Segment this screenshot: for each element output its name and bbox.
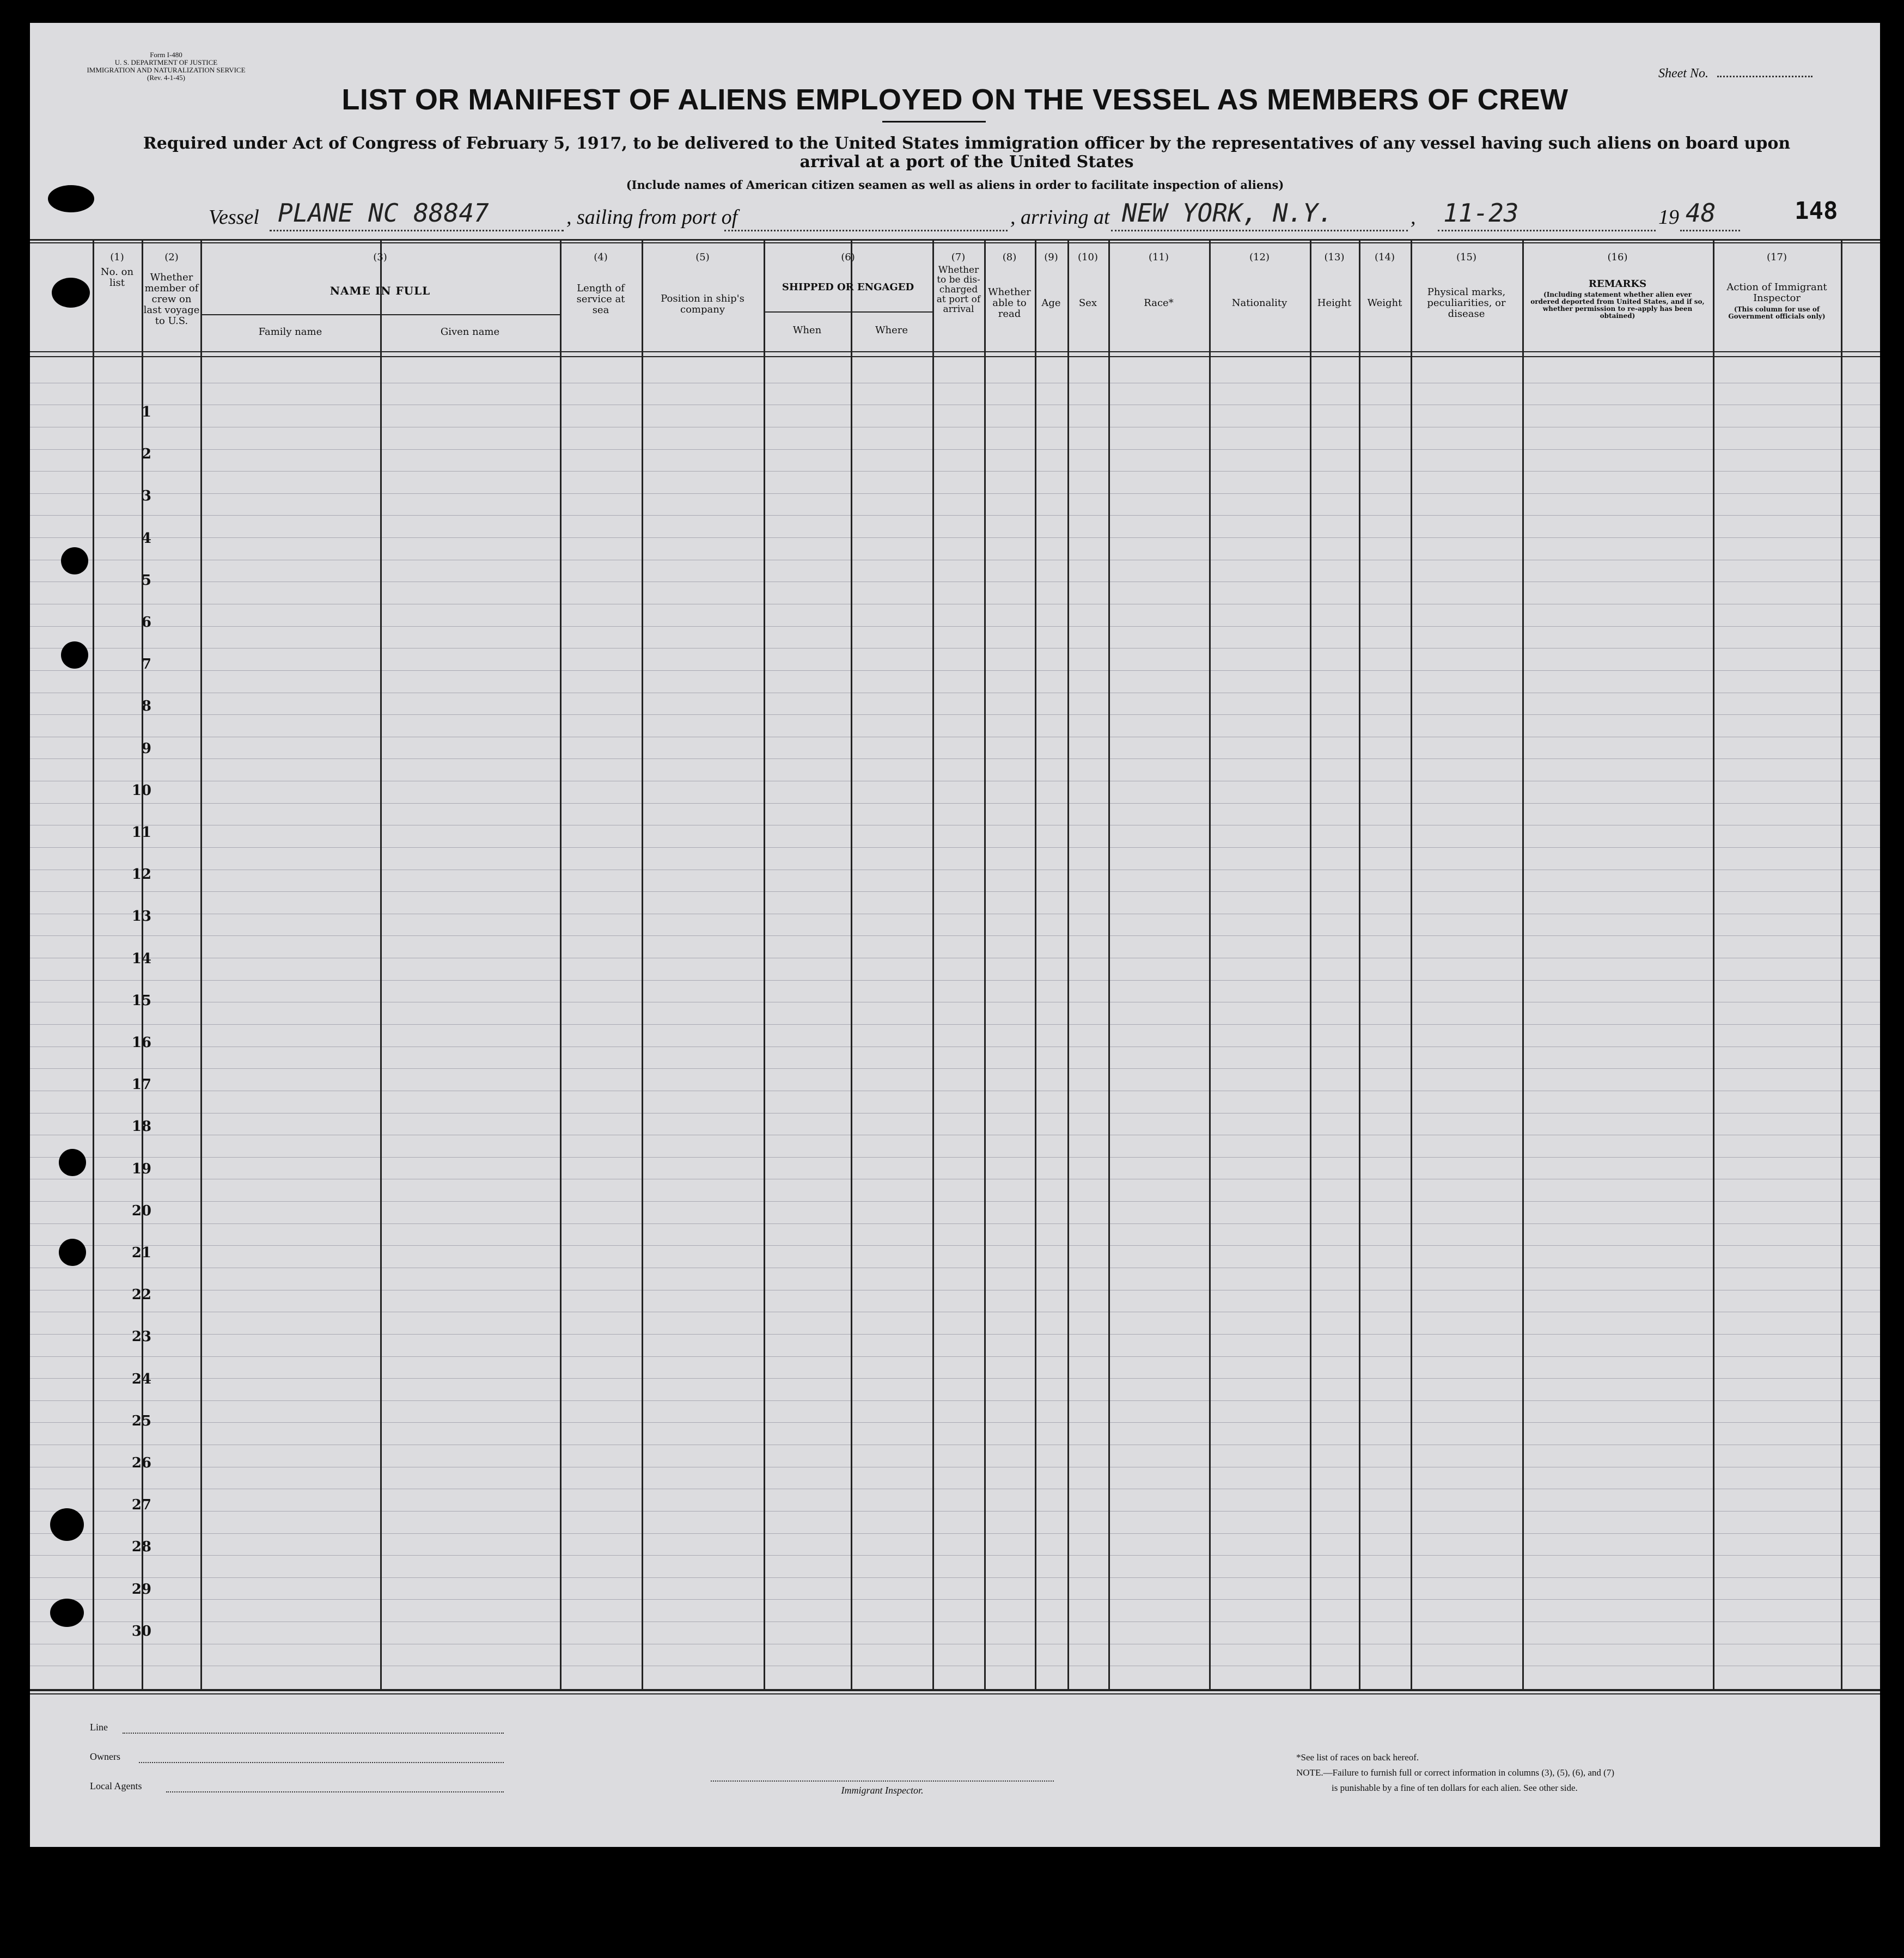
- row-number: 23: [131, 1329, 151, 1345]
- col-1-header: No. on list: [100, 266, 134, 289]
- column-divider: [1209, 241, 1211, 1690]
- ruled-line: [30, 891, 1880, 892]
- binding-hole: [61, 641, 88, 669]
- col-2-header: Whether member of crew on last voyage to U.S.: [143, 272, 200, 327]
- row-number: 9: [141, 741, 151, 757]
- col-10-number: (10): [1078, 252, 1098, 263]
- year-blank[interactable]: [1680, 230, 1740, 231]
- ruled-line: [30, 537, 1880, 538]
- column-divider: [93, 241, 94, 1690]
- row-number: 5: [141, 572, 151, 589]
- sheet-number-field: [1658, 66, 1813, 81]
- row-number: 26: [131, 1455, 151, 1471]
- year-handwritten: 48: [1686, 198, 1716, 228]
- row-number: 21: [131, 1245, 151, 1261]
- binding-hole: [59, 1239, 86, 1266]
- line-blank[interactable]: [123, 1733, 504, 1734]
- year-prefix: 19: [1658, 206, 1679, 229]
- col-9-number: (9): [1044, 252, 1058, 263]
- date-blank[interactable]: [1438, 230, 1656, 231]
- ruled-line: [30, 626, 1880, 627]
- column-divider: [1108, 241, 1110, 1690]
- required-statement: Required under Act of Congress of February 5, 1917, to be delivered to the United States immigration officer by the representatives of any vessel having such aliens on board upon arrival at a port of the United States: [143, 134, 1791, 172]
- vessel-name-handwritten: PLANE NC 88847: [278, 198, 489, 228]
- col-3-number: (3): [373, 252, 387, 263]
- binding-hole: [59, 1149, 86, 1176]
- penalty-note-continued: is punishable by a fine of ten dollars for each alien. See other side.: [1332, 1783, 1578, 1793]
- table-top-rule: [30, 239, 1880, 241]
- ruled-line: [30, 493, 1880, 494]
- col-7-number: (7): [951, 252, 966, 263]
- column-divider: [1035, 241, 1036, 1690]
- col-7-header: Whether to be dis-charged at port of arrival: [936, 265, 981, 315]
- arriving-at-blank[interactable]: [1111, 230, 1408, 231]
- column-divider: [932, 241, 934, 1690]
- col-16-number: (16): [1607, 252, 1628, 263]
- col-8-number: (8): [1002, 252, 1017, 263]
- col-10-header: Sex: [1078, 297, 1097, 309]
- ruled-line: [30, 1555, 1880, 1556]
- ruled-line: [30, 714, 1880, 715]
- date-handwritten: 11-23: [1443, 198, 1519, 228]
- binding-hole: [50, 1508, 84, 1541]
- sheet-number-blank[interactable]: [1717, 76, 1813, 77]
- column-divider: [764, 241, 765, 1690]
- column-divider: [380, 241, 382, 1690]
- col-14-header: Weight: [1367, 297, 1402, 309]
- department-name: U. S. DEPARTMENT OF JUSTICE: [114, 58, 218, 66]
- row-number: 11: [131, 824, 151, 841]
- header-bottom-rule: [30, 351, 1880, 352]
- ruled-line: [30, 1577, 1880, 1578]
- ruled-line: [30, 758, 1880, 759]
- row-number: 15: [131, 993, 151, 1009]
- row-number: 17: [131, 1076, 151, 1093]
- ruled-line: [30, 515, 1880, 516]
- sailing-from-blank[interactable]: [724, 230, 1008, 231]
- col-6-where: Where: [875, 325, 908, 336]
- sheet-stamp-number: 148: [1795, 197, 1838, 225]
- include-instruction: (Include names of American citizen seamen as well as aliens in order to facilitate inspection of aliens): [626, 178, 1284, 192]
- ruled-line: [30, 1334, 1880, 1335]
- column-divider: [1411, 241, 1412, 1690]
- column-divider: [1522, 241, 1524, 1690]
- col-16-note: (Including statement whether alien ever ordered deported from United States, and if so, whether permission to re-apply has been obtained): [1530, 291, 1705, 320]
- ruled-line: [30, 1378, 1880, 1379]
- row-number: 14: [131, 951, 151, 967]
- ruled-line: [30, 449, 1880, 450]
- row-number: 29: [131, 1581, 151, 1598]
- col-8-header: Whether able to read: [988, 286, 1031, 320]
- vessel-label: Vessel: [209, 206, 259, 229]
- ruled-line: [30, 980, 1880, 981]
- ruled-line: [30, 670, 1880, 671]
- ruled-line: [30, 1400, 1880, 1401]
- col-16-header: REMARKS: [1588, 278, 1647, 290]
- ruled-line: [30, 471, 1880, 472]
- col-11-header: Race*: [1144, 297, 1174, 309]
- col-2-number: (2): [164, 252, 179, 263]
- col-3-given-name: Given name: [440, 326, 500, 338]
- row-number: 19: [131, 1161, 151, 1177]
- col-1-number: (1): [110, 252, 124, 263]
- arriving-port-handwritten: NEW YORK, N.Y.: [1122, 198, 1333, 228]
- col-5-header: Position in ship's company: [661, 293, 744, 315]
- col-13-number: (13): [1324, 252, 1345, 263]
- col-3-header: NAME IN FULL: [329, 284, 431, 297]
- binding-hole: [61, 547, 88, 574]
- ruled-line: [30, 1223, 1880, 1224]
- column-divider: [642, 241, 643, 1690]
- row-number: 8: [141, 698, 151, 714]
- column-divider: [560, 241, 562, 1690]
- table-top-rule-double: [30, 242, 1880, 243]
- immigrant-inspector-label: Immigrant Inspector.: [841, 1785, 924, 1796]
- form-number: Form I-480: [150, 51, 182, 59]
- ruled-line: [30, 1511, 1880, 1512]
- ruled-line: [30, 1533, 1880, 1534]
- date-comma: ,: [1411, 206, 1416, 229]
- row-number: 12: [131, 866, 151, 883]
- ruled-line: [30, 1024, 1880, 1025]
- row-number: 18: [131, 1118, 151, 1135]
- col-6-number: (6): [841, 252, 855, 263]
- col-6-when: When: [792, 325, 822, 336]
- col-12-number: (12): [1249, 252, 1270, 263]
- vessel-blank[interactable]: [270, 230, 564, 231]
- row-number: 20: [131, 1203, 151, 1219]
- header-bottom-rule-double: [30, 356, 1880, 357]
- col-6-header: SHIPPED OR ENGAGED: [782, 282, 914, 293]
- col-4-header: Length of service at sea: [576, 283, 625, 316]
- column-divider: [1713, 241, 1714, 1690]
- binding-hole: [50, 1599, 84, 1627]
- title-underline: [882, 121, 986, 123]
- row-number: 24: [131, 1371, 151, 1387]
- col-4-number: (4): [594, 252, 608, 263]
- col-17-number: (17): [1767, 252, 1787, 263]
- row-number: 13: [131, 908, 151, 925]
- row-number: 7: [141, 656, 151, 672]
- col-9-header: Age: [1041, 297, 1061, 309]
- row-number: 10: [131, 782, 151, 799]
- col-17-note: (This column for use of Government officials only): [1728, 305, 1826, 320]
- row-number: 3: [141, 488, 151, 504]
- col-11-number: (11): [1149, 252, 1169, 263]
- column-divider: [984, 241, 986, 1690]
- local-agents-label: Local Agents: [90, 1780, 142, 1791]
- inspector-signature-blank[interactable]: [711, 1780, 1054, 1782]
- col-13-header: Height: [1317, 297, 1352, 309]
- col-17-header: Action of Immigrant Inspector: [1726, 282, 1827, 304]
- ruled-line: [30, 935, 1880, 936]
- col-14-number: (14): [1375, 252, 1395, 263]
- row-number: 22: [131, 1287, 151, 1303]
- ruled-line: [30, 1356, 1880, 1357]
- row-number: 28: [131, 1539, 151, 1555]
- ruled-line: [30, 1245, 1880, 1246]
- row-number: 16: [131, 1035, 151, 1051]
- column-divider: [1359, 241, 1360, 1690]
- sheet-number-label: Sheet No.: [1658, 66, 1708, 81]
- column-divider: [1310, 241, 1311, 1690]
- ruled-line: [30, 1157, 1880, 1158]
- col-15-number: (15): [1456, 252, 1476, 263]
- ruled-line: [30, 1599, 1880, 1600]
- row-number: 30: [131, 1623, 151, 1639]
- column-divider: [1841, 241, 1842, 1690]
- ruled-line: [30, 803, 1880, 804]
- binding-hole: [48, 185, 94, 212]
- manifest-sheet: [30, 23, 1880, 1847]
- shipped-subheader-rule: [764, 311, 932, 313]
- form-identifier-block: [84, 51, 248, 82]
- page-title: LIST OR MANIFEST OF ALIENS EMPLOYED ON THE VESSEL AS MEMBERS OF CREW: [341, 83, 1569, 116]
- binding-hole: [52, 278, 90, 308]
- row-number: 25: [131, 1413, 151, 1429]
- table-bottom-rule: [30, 1689, 1880, 1691]
- revision-date: (Rev. 4-1-45): [147, 74, 185, 82]
- column-divider: [851, 241, 852, 1690]
- row-number: 4: [141, 530, 151, 547]
- line-label: Line: [90, 1722, 108, 1733]
- column-divider: [1067, 241, 1069, 1690]
- ruled-line: [30, 847, 1880, 848]
- owners-blank[interactable]: [139, 1762, 504, 1763]
- ruled-line: [30, 1422, 1880, 1423]
- row-number: 27: [131, 1497, 151, 1513]
- col-5-number: (5): [695, 252, 710, 263]
- row-number: 6: [141, 614, 151, 631]
- arriving-at-label: , arriving at: [1010, 206, 1110, 229]
- row-number: 1: [141, 404, 151, 420]
- col-3-family-name: Family name: [258, 326, 322, 338]
- service-name: IMMIGRATION AND NATURALIZATION SERVICE: [87, 66, 246, 74]
- ruled-line: [30, 1201, 1880, 1202]
- column-divider: [200, 241, 202, 1690]
- owners-label: Owners: [90, 1751, 120, 1762]
- col-12-header: Nationality: [1231, 297, 1287, 309]
- col-15-header: Physical marks, peculiarities, or disease: [1427, 286, 1506, 320]
- ruled-line: [30, 1068, 1880, 1069]
- table-bottom-rule-double: [30, 1693, 1880, 1694]
- sailing-from-label: , sailing from port of: [566, 206, 738, 229]
- row-number: 2: [141, 446, 151, 462]
- races-note: *See list of races on back hereof.: [1296, 1752, 1419, 1763]
- penalty-note: NOTE.—Failure to furnish full or correct information in columns (3), (5), (6), and (7): [1296, 1767, 1614, 1778]
- local-agents-blank[interactable]: [166, 1791, 504, 1792]
